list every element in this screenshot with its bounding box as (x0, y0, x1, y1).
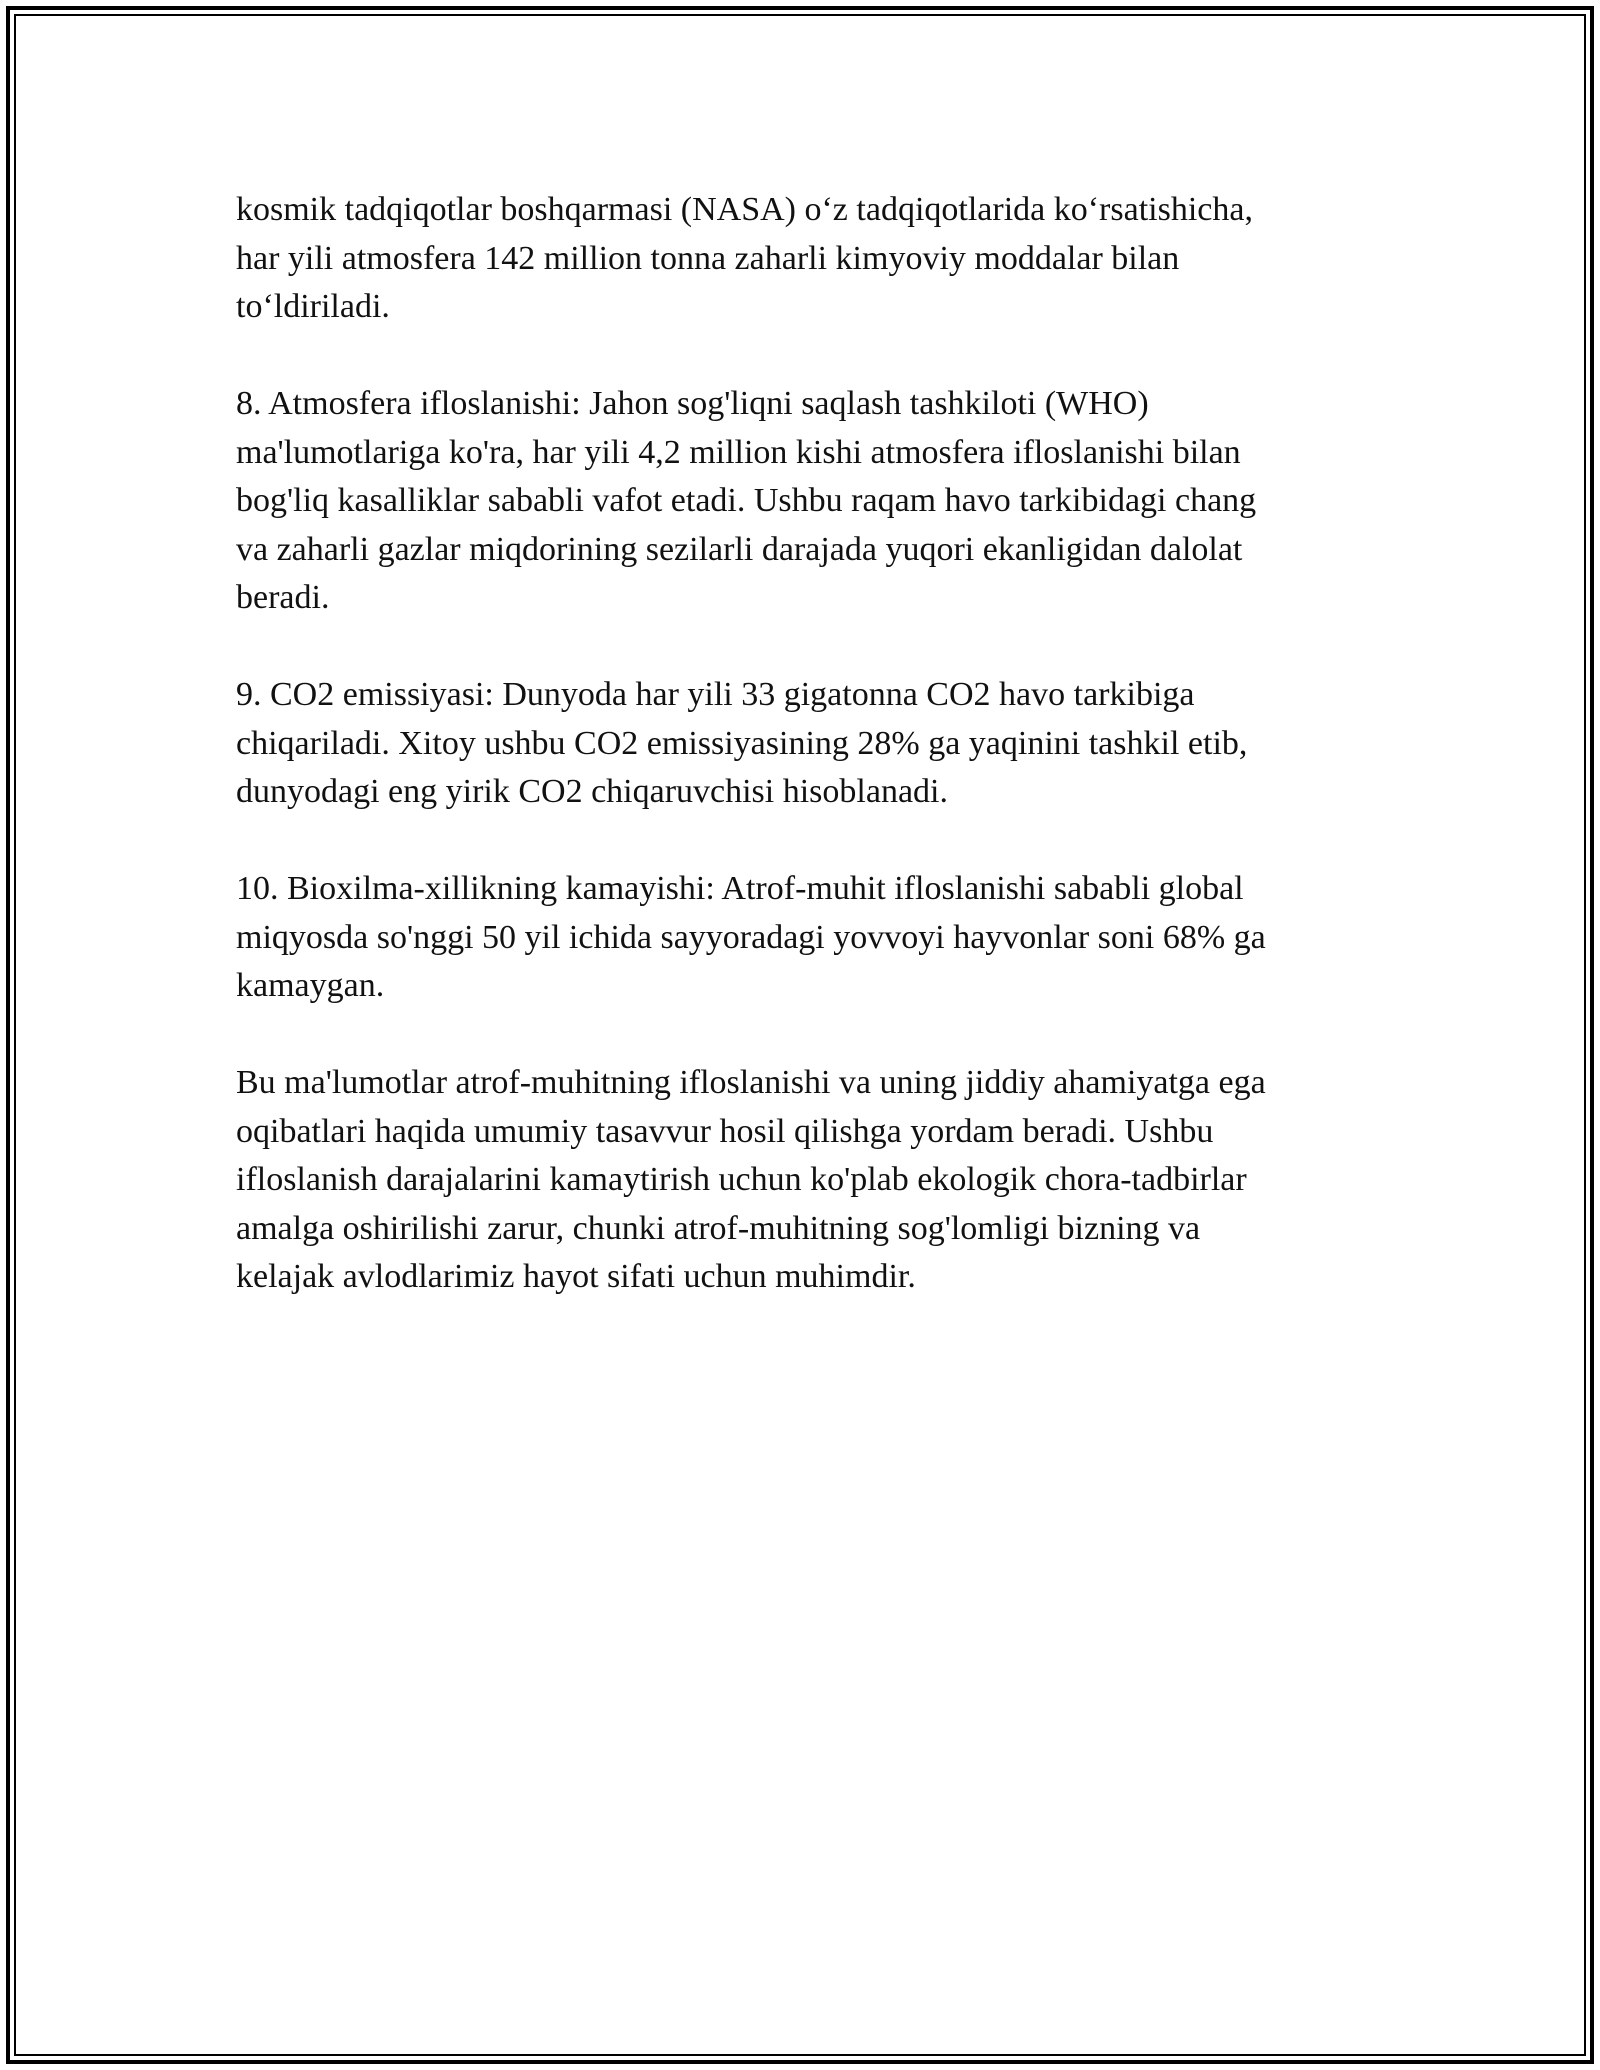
text-line: amalga oshirilishi zarur, chunki atrof-muhitning sog'lomligi bizning va (236, 1209, 1201, 1247)
text-line: ma'lumotlariga ko'ra, har yili 4,2 million kishi atmosfera ifloslanishi bilan (236, 433, 1241, 471)
text-line: dunyodagi eng yirik CO2 chiqaruvchisi hisoblanadi. (236, 773, 948, 810)
text-line: beradi. (236, 579, 330, 616)
text-line: va zaharli gazlar miqdorining sezilarli darajada yuqori ekanligidan dalolat (236, 530, 1243, 568)
paragraph-nasa-continuation (236, 186, 1364, 332)
text-line: miqyosda so'nggi 50 yil ichida sayyoradagi yovvoyi hayvonlar soni 68% ga (236, 918, 1266, 956)
text-line: kelajak avlodlarimiz hayot sifati uchun muhimdir. (236, 1258, 916, 1295)
text-line: 9. CO2 emissiyasi: Dunyoda har yili 33 gigatonna CO2 havo tarkibiga (236, 676, 1195, 713)
paragraph-conclusion (236, 1059, 1364, 1302)
text-line: kamaygan. (236, 967, 385, 1004)
text-line: 10. Bioxilma-xillikning kamayishi: Atrof-muhit ifloslanishi sababli global (236, 870, 1244, 907)
text-line: bog'liq kasalliklar sababli vafot etadi. Ushbu raqam havo tarkibidagi chang (236, 482, 1257, 519)
text-line: oqibatlari haqida umumiy tasavvur hosil qilishga yordam beradi. Ushbu (236, 1112, 1214, 1150)
text-line: Bu ma'lumotlar atrof-muhitning ifloslanishi va uning jiddiy ahamiyatga ega (236, 1064, 1266, 1101)
text-line: har yili atmosfera 142 million tonna zaharli kimyoviy moddalar bilan (236, 239, 1180, 277)
text-line: to‘ldiriladi. (236, 288, 390, 325)
text-line: chiqariladi. Xitoy ushbu CO2 emissiyasining 28% ga yaqinini tashkil etib, (236, 724, 1248, 762)
paragraph-co2-emissions (236, 671, 1364, 817)
paragraph-atmosphere-pollution (236, 380, 1364, 623)
text-line: 8. Atmosfera ifloslanishi: Jahon sog'liqni saqlash tashkiloti (WHO) (236, 385, 1149, 422)
text-line: ifloslanish darajalarini kamaytirish uchun ko'plab ekologik chora-tadbirlar (236, 1161, 1247, 1198)
text-line: kosmik tadqiqotlar boshqarmasi (NASA) o‘z tadqiqotlarida ko‘rsatishicha, (236, 191, 1253, 228)
document-body (236, 186, 1364, 1350)
paragraph-biodiversity-loss (236, 865, 1364, 1011)
